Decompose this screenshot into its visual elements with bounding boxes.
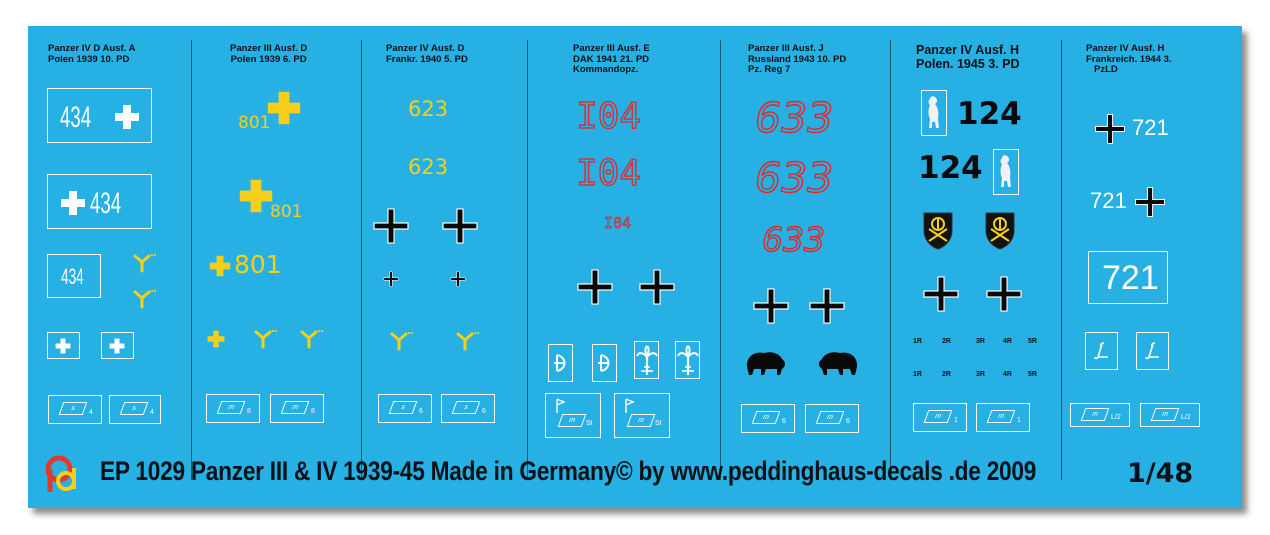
plate-tag: m xyxy=(1081,408,1110,421)
kleist-decal xyxy=(1085,332,1118,370)
decal-sheet xyxy=(28,26,1242,508)
plate-number: St xyxy=(586,420,593,427)
column-title-line: Frankreich. 1944 3. xyxy=(1086,53,1172,65)
column-title xyxy=(1086,44,1172,76)
tactical-number: 434 xyxy=(60,101,92,134)
bear-icon xyxy=(924,95,944,131)
ghost-rune-icon xyxy=(552,353,570,373)
ghost-rune-decal xyxy=(548,344,573,382)
bear-decal xyxy=(921,90,947,136)
tactical-number: 623 xyxy=(408,155,449,179)
column-title xyxy=(916,43,1020,71)
license-plate-decal xyxy=(1140,403,1200,427)
scale-label: 1/48 xyxy=(1127,458,1194,489)
column-title-line: Frankr. 1940 5. PD xyxy=(386,53,468,65)
license-plate-decal xyxy=(378,394,432,423)
column-title-line: Polen 1939 10. PD xyxy=(48,53,130,65)
tactical-number: 633 xyxy=(755,94,834,142)
plate-number: 6 xyxy=(482,408,486,415)
decal-434-box xyxy=(47,254,101,298)
turret-number-label: 5R xyxy=(1028,338,1037,345)
tactical-number: 434 xyxy=(90,187,122,220)
plate-tag: m xyxy=(217,401,246,414)
plain-cross-icon xyxy=(238,178,274,214)
bear-decal xyxy=(993,149,1019,195)
ghost-rune-icon xyxy=(596,353,614,373)
dak-palm-decal xyxy=(675,341,700,379)
turret-number-label: 1R xyxy=(913,371,922,378)
column-title-line: Polen 1939 6. PD xyxy=(230,53,307,65)
license-plate-decal xyxy=(206,394,260,423)
kleist-l-icon xyxy=(1143,341,1163,361)
plate-tag: m xyxy=(558,414,587,427)
palm-tree-icon xyxy=(677,345,699,377)
balkenkreuz-icon xyxy=(575,267,615,307)
tactical-number: 801 xyxy=(238,113,271,133)
y-rune-icon xyxy=(128,288,168,310)
plate-tag: m xyxy=(627,414,656,427)
plate-tag: s xyxy=(452,401,481,414)
column-title-line: Panzer IV Ausf. D xyxy=(386,43,465,54)
plate-tag: m xyxy=(1151,408,1180,421)
y-rune-icon xyxy=(386,326,420,354)
plate-number: 6 xyxy=(419,408,423,415)
plate-number: St xyxy=(655,420,662,427)
turret-number-label: 2R xyxy=(942,371,951,378)
plain-cross-icon xyxy=(266,90,302,126)
plate-number: 1 xyxy=(1017,417,1021,424)
column-title-line: Panzer IV D Ausf. A xyxy=(48,43,136,54)
tactical-number: 623 xyxy=(408,97,449,121)
ghost-rune-decal xyxy=(592,344,617,382)
plate-tag: m xyxy=(987,410,1016,423)
license-plate-decal xyxy=(805,404,859,433)
plate-tag: m xyxy=(924,410,953,423)
turret-number-label: 4R xyxy=(1003,338,1012,345)
y-rune-icon xyxy=(128,252,168,274)
tactical-number: I04 xyxy=(576,153,642,194)
column-divider xyxy=(720,40,721,480)
tactical-number: 633 xyxy=(762,220,825,259)
column-title xyxy=(386,44,468,65)
division-shield-icon xyxy=(922,211,954,251)
license-plate-decal xyxy=(976,403,1030,432)
license-plate-decal xyxy=(109,395,161,424)
license-plate-decal xyxy=(614,393,670,438)
decal-434-box xyxy=(47,88,152,143)
tactical-number: 801 xyxy=(234,250,282,279)
tactical-number: 801 xyxy=(270,202,303,222)
kleist-decal xyxy=(1136,332,1169,370)
plate-tag: m xyxy=(281,401,310,414)
column-title xyxy=(230,44,307,65)
turret-number-label: 3R xyxy=(976,371,985,378)
plate-number: 8 xyxy=(311,408,315,415)
peddinghaus-logo xyxy=(45,454,79,494)
tactical-number: 633 xyxy=(755,154,834,202)
plain-cross-icon xyxy=(53,336,73,356)
plate-number: L/2 xyxy=(1181,414,1191,421)
tactical-number: 721 xyxy=(1102,259,1159,297)
column-title-line: Panzer III Ausf. D xyxy=(230,43,308,54)
balkenkreuz-icon xyxy=(440,206,480,246)
decal-721-box xyxy=(1088,251,1168,304)
tactical-number: 124 xyxy=(957,96,1022,132)
tactical-number: I04 xyxy=(604,214,632,232)
plain-cross-icon xyxy=(112,102,142,132)
plate-tag: s xyxy=(59,402,88,415)
license-plate-decal xyxy=(545,393,601,438)
tactical-number: 721 xyxy=(1090,188,1127,213)
bison-icon xyxy=(744,347,788,377)
plate-tag: m xyxy=(816,411,845,424)
column-divider xyxy=(527,40,528,480)
column-title-line: DAK 1941 21. PD xyxy=(573,53,650,65)
column-title-line: Panzer III Ausf. E xyxy=(573,43,650,54)
balkenkreuz-icon xyxy=(448,269,468,289)
balkenkreuz-icon xyxy=(751,286,791,326)
tactical-number: 721 xyxy=(1132,115,1169,140)
column-divider xyxy=(361,40,362,480)
palm-tree-icon xyxy=(636,345,658,377)
license-plate-decal xyxy=(441,394,495,423)
balkenkreuz-icon xyxy=(921,274,961,314)
license-plate-decal xyxy=(1070,403,1130,427)
column-title-line: Panzer III Ausf. J xyxy=(748,43,824,54)
balkenkreuz-icon xyxy=(984,274,1024,314)
plate-number: 8 xyxy=(247,408,251,415)
bear-icon xyxy=(996,154,1016,190)
license-plate-decal xyxy=(913,403,967,432)
y-rune-icon xyxy=(296,324,330,352)
column-title xyxy=(748,44,846,76)
decal-434-box xyxy=(47,174,152,229)
plate-tag: s xyxy=(120,402,149,415)
tactical-number: 434 xyxy=(61,264,84,289)
column-divider xyxy=(1061,40,1062,480)
plate-tag: m xyxy=(752,411,781,424)
kleist-l-icon xyxy=(1092,341,1112,361)
balkenkreuz-icon xyxy=(371,206,411,246)
column-divider xyxy=(191,40,192,480)
plate-tag: s xyxy=(389,401,418,414)
column-title xyxy=(48,44,135,65)
column-title-line: Panzer IV Ausf. H xyxy=(1086,43,1165,54)
column-title xyxy=(573,44,650,76)
footer-title: EP 1029 Panzer III & IV 1939-45 Made in Germany© by www.peddinghaus-decals .de 2009 xyxy=(100,456,1037,486)
dak-palm-decal xyxy=(634,341,659,379)
plain-cross-icon xyxy=(107,336,127,356)
balkenkreuz-icon xyxy=(381,269,401,289)
tactical-number: 124 xyxy=(918,150,983,186)
turret-number-label: 5R xyxy=(1028,371,1037,378)
license-plate-decal xyxy=(48,395,102,424)
cross-decal-box xyxy=(101,332,134,359)
license-plate-decal xyxy=(270,394,324,423)
column-title-line: Pz. Reg 7 xyxy=(748,64,791,75)
column-title-line: Kommandopz. xyxy=(573,64,639,75)
column-title-line: Russland 1943 10. PD xyxy=(748,53,847,65)
flag-icon xyxy=(554,398,566,414)
flag-icon xyxy=(623,398,635,414)
balkenkreuz-icon xyxy=(1130,182,1170,222)
plain-cross-icon xyxy=(58,188,88,218)
plate-number: 6 xyxy=(846,418,850,425)
turret-number-label: 4R xyxy=(1003,371,1012,378)
turret-number-label: 1R xyxy=(913,338,922,345)
balkenkreuz-icon xyxy=(1090,109,1130,149)
plate-number: 1 xyxy=(954,417,958,424)
column-title-line: Polen. 1945 3. PD xyxy=(916,57,1020,71)
license-plate-decal xyxy=(741,404,795,433)
plain-cross-icon xyxy=(208,254,232,278)
bison-icon xyxy=(816,347,860,377)
plate-number: 6 xyxy=(782,418,786,425)
plate-number: L/2 xyxy=(1111,414,1121,421)
turret-number-label: 2R xyxy=(942,338,951,345)
balkenkreuz-icon xyxy=(637,267,677,307)
balkenkreuz-icon xyxy=(807,286,847,326)
plate-number: 4 xyxy=(89,409,93,416)
division-shield-icon xyxy=(984,211,1016,251)
y-rune-icon xyxy=(250,324,284,352)
plain-cross-icon xyxy=(204,327,228,351)
column-divider xyxy=(890,40,891,480)
column-title-line: PzLD xyxy=(1094,64,1118,75)
cross-decal-box xyxy=(47,332,80,359)
turret-number-label: 3R xyxy=(976,338,985,345)
column-title-line: Panzer IV Ausf. H xyxy=(916,43,1020,57)
tactical-number: I04 xyxy=(576,96,642,137)
plate-number: 4 xyxy=(150,409,154,416)
y-rune-icon xyxy=(452,326,486,354)
